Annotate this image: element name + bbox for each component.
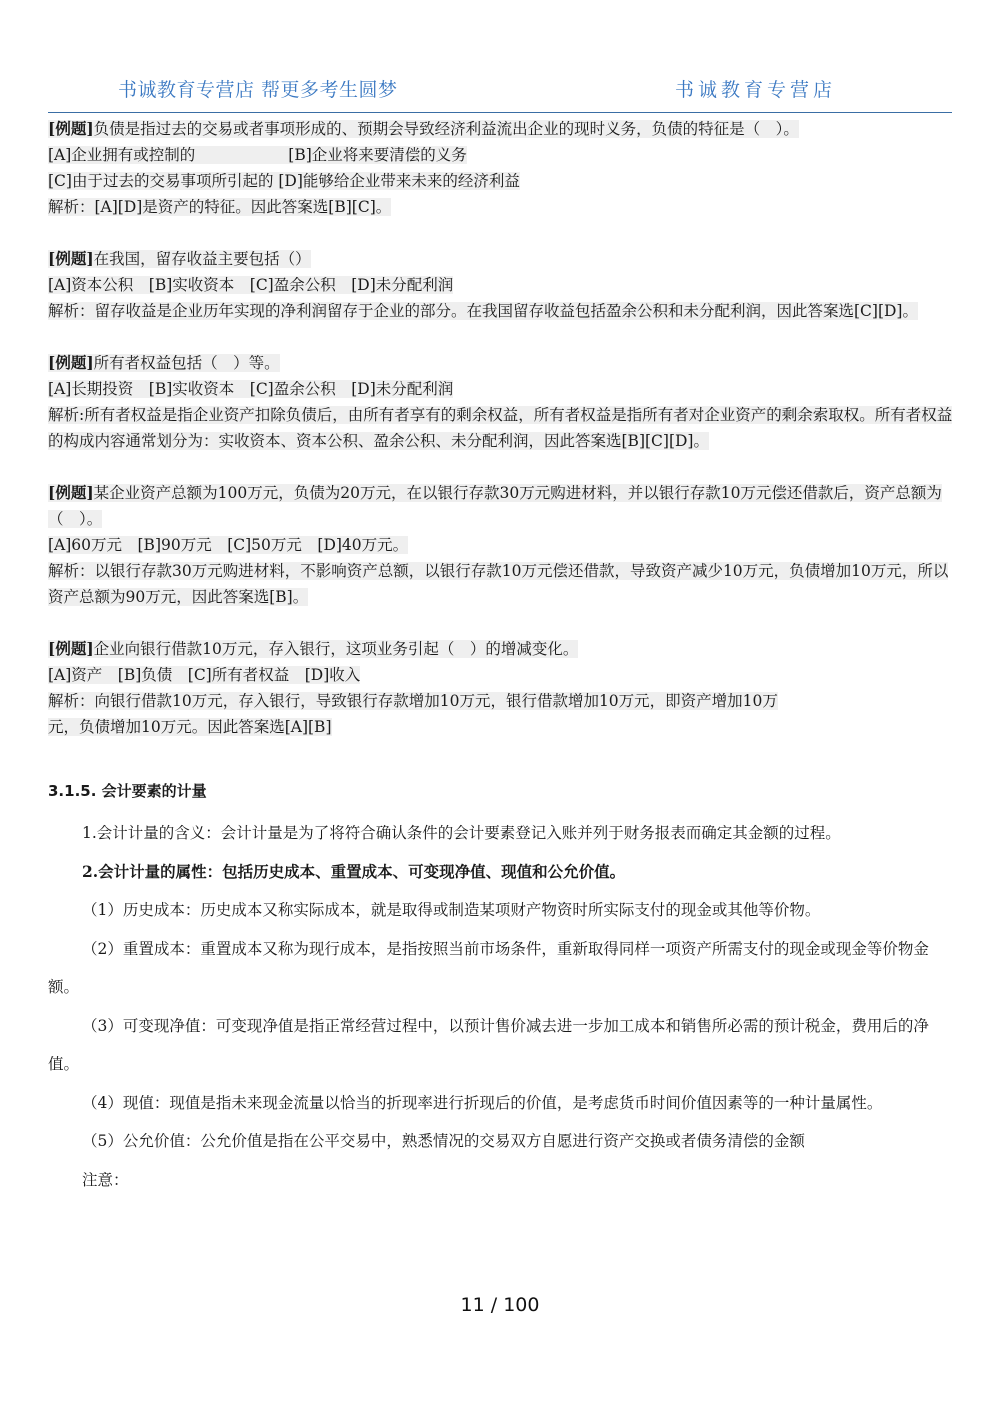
example-question: 所有者权益包括（ ）等。 [93, 354, 280, 372]
example-question: 负债是指过去的交易或者事项形成的、预期会导致经济利益流出企业的现时义务，负债的特征是（ ）。 [93, 120, 799, 138]
page-number: 11 / 100 [460, 1294, 540, 1316]
example-option-line: [C]由于过去的交易事项所引起的 [D]能够给企业带来未来的经济利益 [48, 172, 520, 190]
example-2 [48, 246, 954, 324]
example-option-line: [A]60万元 [B]90万元 [C]50万元 [D]40万元。 [48, 536, 409, 554]
section-title: 3.1.5. 会计要素的计量 [48, 782, 207, 800]
example-analysis-line: 元，负债增加10万元。因此答案选[A][B] [48, 718, 332, 736]
example-analysis: 解析：以银行存款30万元购进材料，不影响资产总额，以银行存款10万元偿还借款，导致资产减少10万元，负债增加10万元，所以资产总额为90万元，因此答案选[B]。 [48, 562, 949, 606]
example-question: 在我国，留存收益主要包括（） [93, 250, 311, 268]
paragraph-definition: 1.会计计量的含义：会计计量是为了将符合确认条件的会计要素登记入账并列于财务报表而确定其金额的过程。 [82, 824, 841, 842]
paragraph-fair-value: （5）公允价值：公允价值是指在公平交易中，熟悉情况的交易双方自愿进行资产交换或者债务清偿的金额 [82, 1132, 805, 1150]
paragraph-attributes: 2.会计计量的属性：包括历史成本、重置成本、可变现净值、现值和公允价值。 [82, 861, 626, 881]
paragraph-historical-cost: （1）历史成本：历史成本又称实际成本，就是取得或制造某项财产物资时所实际支付的现金或其他等价物。 [82, 901, 821, 919]
paragraph-net-realizable-value: （3）可变现净值：可变现净值是指正常经营过程中，以预计售价减去进一步加工成本和销售所必需的预计税金，费用后的净值。 [48, 1016, 929, 1073]
example-tag: [例题] [48, 249, 94, 268]
header-right-text: 书诚教育专营店 [675, 79, 837, 101]
example-5 [48, 636, 954, 740]
example-analysis: 解析：留存收益是企业历年实现的净利润留存于企业的部分。在我国留存收益包括盈余公积和未分配利润，因此答案选[C][D]。 [48, 302, 918, 320]
example-analysis: 解析：[A][D]是资产的特征。因此答案选[B][C]。 [48, 198, 392, 216]
page-header [48, 72, 952, 113]
header-left-text: 书诚教育专营店 帮更多考生圆梦 [118, 79, 398, 101]
example-option-line: [A]资产 [B]负债 [C]所有者权益 [D]收入 [48, 666, 361, 684]
example-analysis: 解析:所有者权益是指企业资产扣除负债后，由所有者享有的剩余权益，所有者权益是指所有者对企业资产的剩余索取权。所有者权益的构成内容通常划分为：实收资本、资本公积、盈余公积、未分配利润，因此答案选[B][C][D]。 [48, 406, 953, 450]
example-3 [48, 350, 954, 454]
example-4 [48, 480, 954, 610]
example-tag: [例题] [48, 353, 94, 372]
example-tag: [例题] [48, 119, 94, 138]
example-question: 某企业资产总额为100万元，负债为20万元，在以银行存款30万元购进材料，并以银行存款10万元偿还借款后，资产总额为（ ）。 [48, 484, 942, 528]
example-option-line: [A]长期投资 [B]实收资本 [C]盈余公积 [D]未分配利润 [48, 380, 454, 398]
paragraph-present-value: （4）现值：现值是指未来现金流量以恰当的折现率进行折现后的价值，是考虑货币时间价值因素等的一种计量属性。 [82, 1093, 883, 1112]
paragraph-replacement-cost: （2）重置成本：重置成本又称为现行成本，是指按照当前市场条件，重新取得同样一项资产所需支付的现金或现金等价物金额。 [48, 939, 929, 996]
page-content [48, 116, 954, 1199]
example-tag: [例题] [48, 639, 94, 658]
example-option-line: [A]企业拥有或控制的 [B]企业将来要清偿的义务 [48, 146, 467, 164]
paragraph-note: 注意： [82, 1170, 129, 1189]
example-analysis-line: 解析：向银行借款10万元，存入银行，导致银行存款增加10万元，银行借款增加10万元，即资产增加10万 [48, 692, 778, 710]
example-1 [48, 116, 954, 220]
example-tag: [例题] [48, 483, 94, 502]
example-question: 企业向银行借款10万元，存入银行，这项业务引起（ ）的增减变化。 [93, 640, 579, 658]
example-option-line: [A]资本公积 [B]实收资本 [C]盈余公积 [D]未分配利润 [48, 276, 454, 294]
